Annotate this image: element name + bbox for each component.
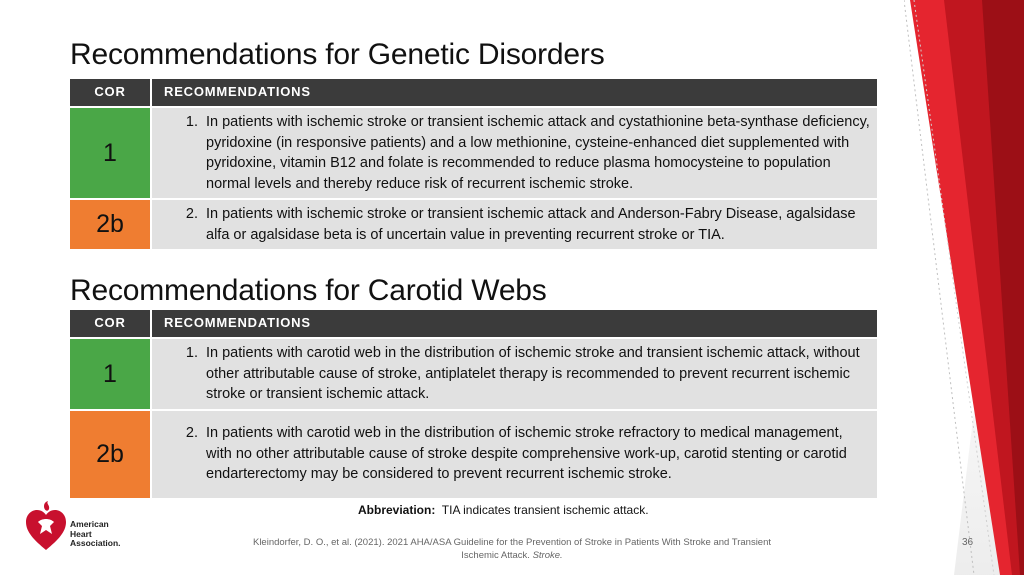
abbreviation-note (358, 503, 649, 517)
cor-badge: 2b (70, 411, 152, 500)
recommendation-cell (152, 411, 877, 500)
table-header-row (70, 310, 877, 339)
carotid-webs-title: Recommendations for Carotid Webs (70, 274, 547, 307)
cor-header: COR (70, 310, 152, 339)
recommendations-header: RECOMMENDATIONS (152, 310, 877, 339)
logo-line: American (70, 519, 109, 529)
citation (237, 537, 787, 562)
citation-journal: Stroke. (532, 549, 563, 561)
recommendation-text: In patients with ischemic stroke or transient ischemic attack and cystathionine beta-synthase deficiency, pyridoxine (in responsive patients) and a low methionine, cysteine-enhanced diet supplemented with pyridoxine, vitamin B12 and folate is recommended to reduce plasma homocysteine to population normal levels and thereby reduce risk of recurrent ischemic stroke. (206, 114, 870, 192)
red-ribbon-decoration (904, 0, 1024, 575)
cor-badge: 1 (70, 108, 152, 200)
item-number: 1. (185, 345, 198, 361)
cor-badge: 1 (70, 339, 152, 411)
item-number: 2. (185, 425, 198, 442)
genetic-disorders-table (70, 79, 877, 251)
recommendations-header: RECOMMENDATIONS (152, 79, 877, 108)
recommendation-cell (152, 339, 877, 411)
recommendation-cell (152, 200, 877, 251)
item-number: 1. (185, 114, 198, 130)
recommendation-text: In patients with ischemic stroke or transient ischemic attack and Anderson-Fabry Disease, agalsidase alfa or agalsidase beta is of uncertain value in preventing recurrent stroke or TIA. (206, 206, 856, 243)
table-row (70, 339, 877, 411)
recommendation-text: In patients with carotid web in the distribution of ischemic stroke refractory to medical management, with no other attributable cause of stroke despite comprehensive work-up, carotid stenting or carotid endarterectomy may be considered to prevent recurrent ischemic stroke. (206, 425, 847, 483)
logo-wordmark (70, 520, 121, 549)
citation-text: Kleindorfer, D. O., et al. (2021). 2021 AHA/ASA Guideline for the Prevention of Stroke in Patients With Stroke and Transient Ischemic Attack. (252, 537, 772, 561)
page-number: 36 (962, 537, 974, 548)
table-row (70, 411, 877, 500)
cor-badge: 2b (70, 200, 152, 251)
table-header-row (70, 79, 877, 108)
cor-header: COR (70, 79, 152, 108)
carotid-webs-table (70, 310, 877, 500)
genetic-disorders-title: Recommendations for Genetic Disorders (70, 38, 605, 71)
logo-line: Heart (70, 528, 92, 539)
table-row (70, 108, 877, 200)
abbreviation-label: Abbreviation: (358, 503, 436, 517)
recommendation-cell (152, 108, 877, 200)
recommendation-text: In patients with carotid web in the distribution of ischemic stroke and transient ischemic attack, without other attributable cause of stroke, antiplatelet therapy is recommended to prevent recurrent ischemic stroke or transient ischemic attack. (206, 345, 860, 402)
logo-line: Association. (70, 538, 121, 548)
abbreviation-text: TIA indicates transient ischemic attack. (441, 503, 649, 517)
table-row (70, 200, 877, 251)
item-number: 2. (185, 206, 198, 222)
